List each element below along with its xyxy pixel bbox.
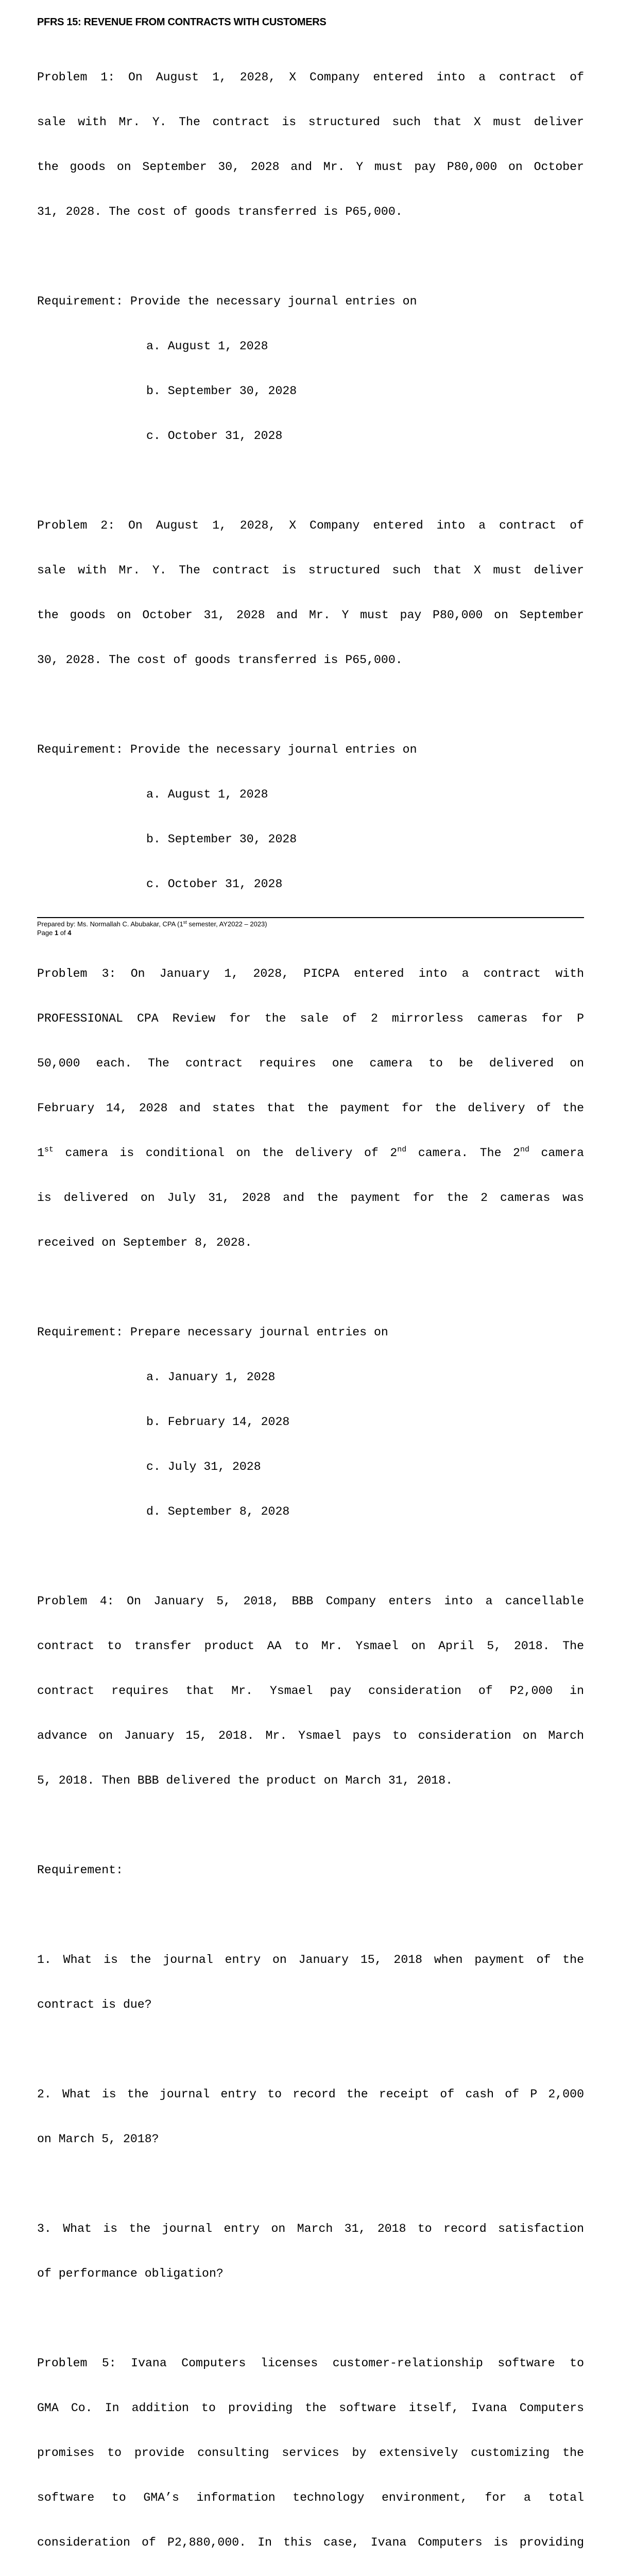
problem-line: contract to transfer product AA to Mr. Ysmael on April 5, 2018. The	[37, 1639, 584, 1653]
problem-line-ordinals	[37, 1146, 584, 1161]
page-of: of	[58, 929, 68, 937]
requirement-item: a. August 1, 2028	[146, 788, 268, 801]
problem-line: 5, 2018. Then BBB delivered the product on March 31, 2018.	[37, 1774, 453, 1787]
problem-line: Problem 3: On January 1, 2028, PICPA entered into a contract with	[37, 967, 584, 980]
problem-line: received on September 8, 2028.	[37, 1236, 252, 1249]
requirement-item: c. October 31, 2028	[146, 429, 283, 443]
requirement-item: c. July 31, 2028	[146, 1460, 261, 1473]
ordinal-suffix: nd	[397, 1145, 407, 1154]
requirement-item: b. September 30, 2028	[146, 833, 297, 846]
requirement-heading: Requirement: Provide the necessary journal entries on	[37, 743, 417, 756]
page-footer	[37, 917, 584, 937]
problem-1	[37, 40, 584, 249]
question-line: of performance obligation?	[37, 2267, 224, 2280]
problem-2-requirement	[37, 713, 584, 922]
page-prefix: Page	[37, 929, 55, 937]
requirement-item: a. August 1, 2028	[146, 340, 268, 353]
problem-line: promises to provide consulting services by extensively customizing the	[37, 2446, 584, 2460]
problem-line: sale with Mr. Y. The contract is structured such that X must deliver	[37, 115, 584, 129]
requirement-heading: Requirement:	[37, 1863, 123, 1877]
question-1	[37, 1923, 584, 2042]
requirement-item: c. October 31, 2028	[146, 877, 283, 891]
line-text: camera is conditional on the delivery of 2	[53, 1146, 398, 1160]
problem-5	[37, 2326, 584, 2576]
requirement-heading: Requirement: Prepare necessary journal entries on	[37, 1326, 388, 1339]
problem-line: contract requires that Mr. Ysmael pay consideration of P2,000 in	[37, 1684, 584, 1698]
problem-line: the goods on October 31, 2028 and Mr. Y must pay P80,000 on September	[37, 608, 584, 622]
problem-line: GMA Co. In addition to providing the software itself, Ivana Computers	[37, 2401, 584, 2415]
document-page	[37, 15, 584, 2576]
problem-line: February 14, 2028 and states that the payment for the delivery of the	[37, 1101, 584, 1115]
problem-line: Problem 4: On January 5, 2018, BBB Company enters into a cancellable	[37, 1595, 584, 1608]
requirement-heading: Requirement: Provide the necessary journal entries on	[37, 295, 417, 308]
prepared-by-text: semester, AY2022 – 2023)	[186, 920, 267, 928]
prepared-by	[37, 920, 584, 928]
line-text: camera. The 2	[406, 1146, 520, 1160]
page-number	[37, 928, 584, 937]
line-text: camera	[529, 1146, 585, 1160]
question-2	[37, 2057, 584, 2177]
question-3	[37, 2192, 584, 2311]
ordinal-suffix: st	[183, 920, 187, 925]
problem-line: is delivered on July 31, 2028 and the payment for the 2 cameras was	[37, 1191, 584, 1205]
problem-1-requirement	[37, 264, 584, 473]
ordinal-suffix: st	[44, 1145, 54, 1154]
problem-line: 31, 2028. The cost of goods transferred is P65,000.	[37, 205, 403, 218]
question-line: contract is due?	[37, 1998, 152, 2011]
question-line: 2. What is the journal entry to record the receipt of cash of P 2,000	[37, 2088, 584, 2101]
problem-2	[37, 488, 584, 698]
problem-line: 30, 2028. The cost of goods transferred is P65,000.	[37, 653, 403, 667]
problem-4-requirement	[37, 1833, 584, 1908]
ordinal-number: 1	[37, 1146, 44, 1160]
question-line: on March 5, 2018?	[37, 2132, 159, 2146]
requirement-item: a. January 1, 2028	[146, 1370, 276, 1384]
ordinal-suffix: nd	[520, 1145, 529, 1154]
document-title: PFRS 15: REVENUE FROM CONTRACTS WITH CUSTOMERS	[37, 16, 327, 28]
question-line: 1. What is the journal entry on January 15, 2018 when payment of the	[37, 1953, 584, 1967]
problem-3-requirement	[37, 1295, 584, 1549]
requirement-item: b. February 14, 2028	[146, 1415, 290, 1429]
problem-line: advance on January 15, 2018. Mr. Ysmael pays to consideration on March	[37, 1729, 584, 1742]
problem-line: consideration of P2,880,000. In this case, Ivana Computers is providing	[37, 2536, 584, 2549]
problem-line: sale with Mr. Y. The contract is structured such that X must deliver	[37, 564, 584, 577]
page-current: 1	[54, 929, 59, 937]
requirement-item: b. September 30, 2028	[146, 384, 297, 398]
question-line: 3. What is the journal entry on March 31, 2018 to record satisfaction	[37, 2222, 584, 2235]
problem-line: Problem 2: On August 1, 2028, X Company entered into a contract of	[37, 519, 584, 532]
problem-line: the goods on September 30, 2028 and Mr. Y must pay P80,000 on October	[37, 160, 584, 174]
requirement-item: d. September 8, 2028	[146, 1505, 290, 1518]
problem-3	[37, 937, 584, 1280]
problem-line: software to GMA’s information technology environment, for a total	[37, 2491, 584, 2504]
problem-line: PROFESSIONAL CPA Review for the sale of 2 mirrorless cameras for P	[37, 1012, 584, 1025]
problem-line: Problem 5: Ivana Computers licenses customer-relationship software to	[37, 2357, 584, 2370]
page-total: 4	[67, 929, 72, 937]
problem-4	[37, 1564, 584, 1818]
problem-line: Problem 1: On August 1, 2028, X Company entered into a contract of	[37, 71, 584, 84]
problem-line: 50,000 each. The contract requires one camera to be delivered on	[37, 1057, 584, 1070]
prepared-by-text: Prepared by: Ms. Normallah C. Abubakar, CPA (1	[37, 920, 183, 928]
